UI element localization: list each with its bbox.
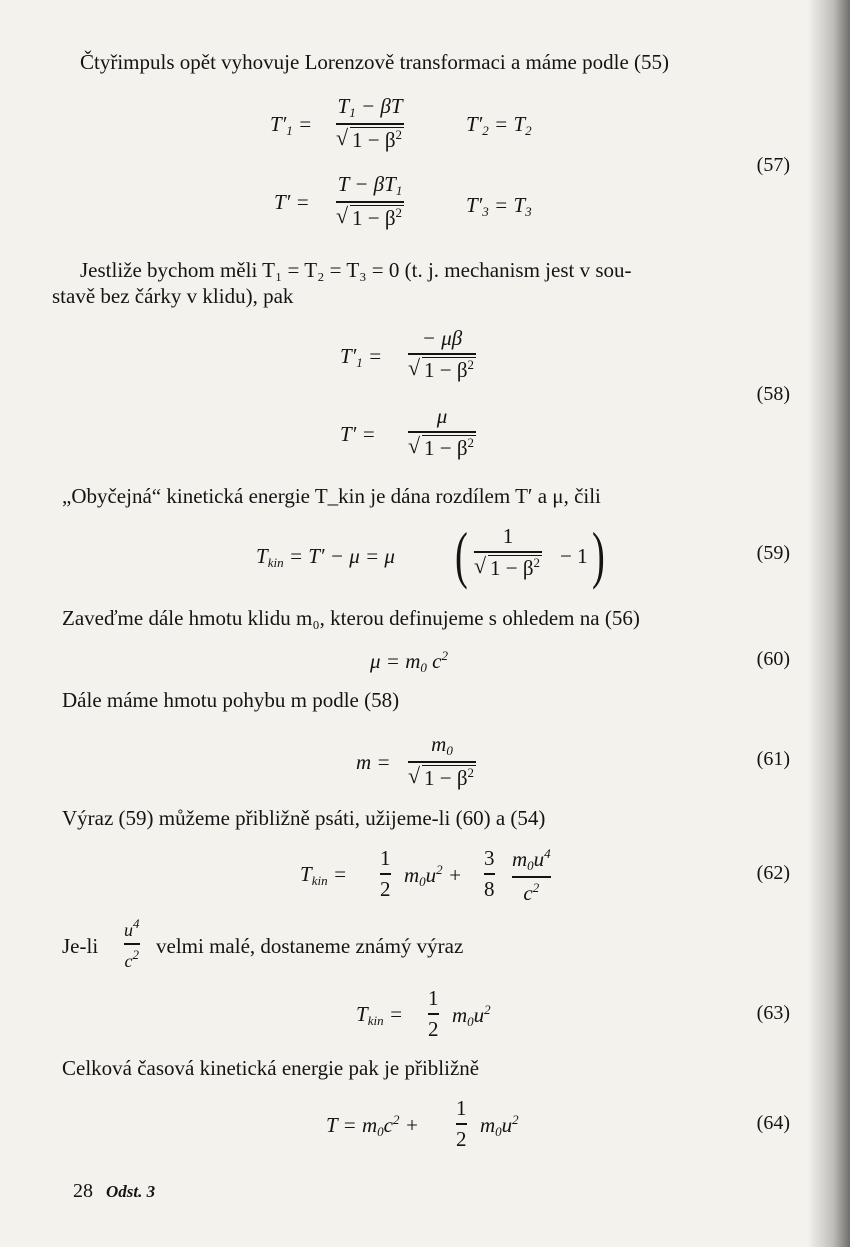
page-edge-shadow <box>808 0 850 1247</box>
paragraph-7-suffix: velmi malé, dostaneme známý výraz <box>156 934 464 958</box>
equation-number-60: (60) <box>756 648 790 670</box>
equation-number-62: (62) <box>756 862 790 884</box>
page-footer <box>73 1180 155 1203</box>
paragraph-6: Výraz (59) můžeme přibližně psáti, užijeme-li (60) a (54) <box>62 806 546 830</box>
paragraph-4: Zaveďme dále hmotu klidu m₀, kterou definujeme s ohledem na (56) <box>62 606 640 630</box>
equation-number-59: (59) <box>756 542 790 564</box>
equation-number-63: (63) <box>756 1002 790 1024</box>
paragraph-1: Čtyřimpuls opět vyhovuje Lorenzově transformaci a máme podle (55) <box>80 50 669 74</box>
section-label: Odst. 3 <box>106 1182 156 1201</box>
paragraph-2-line-2: stavě bez čárky v klidu), pak <box>52 284 294 308</box>
paragraph-7-prefix: Je-li <box>62 934 99 958</box>
equation-number-61: (61) <box>756 748 790 770</box>
equation-number-57: (57) <box>756 154 790 176</box>
equation-number-58: (58) <box>756 383 790 405</box>
paragraph-8: Celková časová kinetická energie pak je přibližně <box>62 1056 480 1080</box>
paragraph-5: Dále máme hmotu pohybu m podle (58) <box>62 688 400 712</box>
page-number: 28 <box>73 1180 93 1202</box>
paragraph-2-line-1: Jestliže bychom měli T₁ = T₂ = T₃ = 0 (t. j. mechanism jest v sou- <box>80 258 632 282</box>
paragraph-3: „Obyčejná“ kinetická energie T_kin je dána rozdílem T′ a μ, čili <box>62 484 601 508</box>
equation-number-64: (64) <box>756 1112 790 1134</box>
